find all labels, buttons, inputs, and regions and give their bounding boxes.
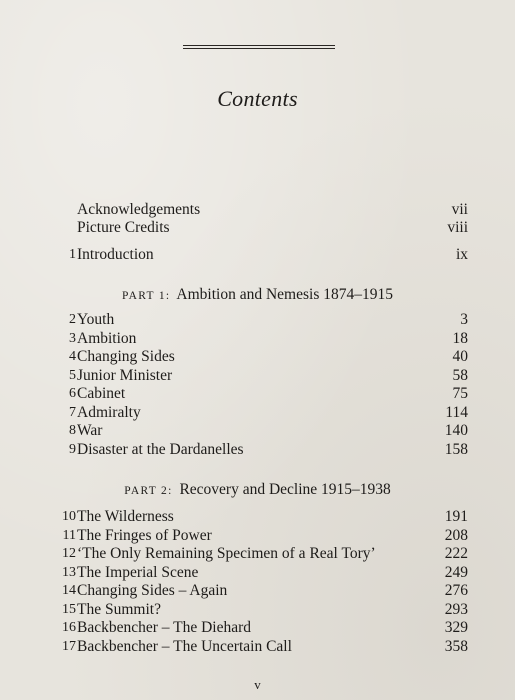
toc-entry-number: 8: [69, 423, 76, 438]
toc-entry-number: 10: [62, 509, 76, 524]
toc-entry-number: 12: [62, 546, 76, 561]
toc-entry[interactable]: [56, 422, 468, 440]
toc-entry-label: Admiralty: [77, 403, 141, 421]
toc-entry-label: Youth: [77, 311, 115, 328]
toc-entry-page: vii: [451, 201, 468, 218]
toc-entry[interactable]: [56, 582, 468, 600]
toc-entry-label: Cabinet: [77, 385, 126, 402]
toc-entry-number: 11: [62, 527, 76, 543]
toc-entry-number: 15: [62, 601, 76, 617]
part-heading-1: [0, 286, 515, 304]
toc-entry[interactable]: [56, 348, 468, 366]
toc-entry[interactable]: [56, 404, 468, 422]
toc-entry-introduction[interactable]: [56, 246, 468, 264]
toc-entry-number: 2: [69, 312, 76, 327]
toc-entry-page: viii: [447, 219, 468, 236]
toc-entry-number: 16: [62, 620, 76, 635]
toc-entry[interactable]: [56, 385, 468, 403]
page-folio: v: [254, 677, 261, 692]
toc-entry-page: 293: [444, 600, 468, 618]
toc-entry-number: 17: [62, 638, 76, 654]
decorative-rule: [183, 45, 335, 49]
toc-entry-number: 13: [62, 564, 76, 580]
toc-entry-page: 3: [460, 311, 468, 328]
toc-entry-page: 75: [452, 385, 468, 402]
toc-entry-picture-credits[interactable]: [56, 219, 468, 237]
toc-entry-label: Picture Credits: [77, 219, 170, 236]
toc-entry[interactable]: [56, 545, 468, 563]
toc-entry-label: Changing Sides: [77, 348, 175, 365]
part-title: Recovery and Decline 1915–1938: [179, 481, 391, 498]
toc-entry-label: Ambition: [77, 329, 137, 347]
toc-entry-page: 249: [444, 563, 468, 581]
toc-entry[interactable]: [56, 638, 468, 656]
toc-entry-page: 329: [444, 619, 468, 636]
toc-entry-label: Backbencher – The Diehard: [77, 619, 252, 636]
toc-entry-label: Acknowledgements: [77, 201, 201, 218]
toc-entry[interactable]: [56, 601, 468, 619]
part-number: PART 1:: [122, 290, 171, 302]
toc-entry-label: Backbencher – The Uncertain Call: [77, 637, 292, 655]
toc-entry[interactable]: [56, 311, 468, 329]
toc-entry-page: 114: [445, 403, 468, 421]
toc-entry[interactable]: [56, 367, 468, 385]
toc-entry-page: 140: [444, 422, 468, 439]
toc-entry-label: ‘The Only Remaining Specimen of a Real Tory’: [77, 545, 376, 562]
part-number: PART 2:: [124, 485, 173, 497]
toc-entry-page: 208: [444, 526, 468, 544]
toc-entry-page: 276: [444, 582, 468, 599]
part-heading-2: [0, 481, 515, 499]
toc-entry-label: The Wilderness: [77, 508, 174, 525]
part-title: Ambition and Nemesis 1874–1915: [176, 286, 393, 303]
toc-entry-page: 222: [444, 545, 468, 562]
toc-entry-page: 191: [444, 508, 468, 525]
toc-entry-number: 6: [69, 386, 76, 401]
toc-entry-page: ix: [455, 246, 468, 263]
toc-entry-number: 5: [69, 367, 76, 383]
toc-entry-number: 3: [69, 330, 76, 346]
toc-entry-number: 14: [62, 583, 76, 598]
toc-entry[interactable]: [56, 527, 468, 545]
toc-entry-page: 158: [444, 440, 468, 458]
toc-entry-number: 1: [69, 247, 76, 262]
toc-entry-number: 9: [69, 441, 76, 457]
toc-entry-label: The Imperial Scene: [77, 563, 199, 581]
toc-entry-number: 4: [69, 349, 76, 364]
toc-entry-label: Disaster at the Dardanelles: [77, 440, 244, 458]
toc-entry-number: 7: [69, 404, 76, 420]
toc-entry-label: War: [77, 422, 103, 439]
toc-entry-label: The Fringes of Power: [77, 526, 212, 544]
page-title: Contents: [217, 86, 298, 111]
toc-entry[interactable]: [56, 619, 468, 637]
toc-entry[interactable]: [56, 564, 468, 582]
toc-entry-page: 358: [444, 637, 468, 655]
toc-entry-page: 58: [452, 366, 468, 384]
toc-entry-label: Changing Sides – Again: [77, 582, 228, 599]
toc-entry-label: Junior Minister: [77, 366, 173, 384]
toc-entry-label: Introduction: [77, 246, 154, 263]
toc-entry-acknowledgements[interactable]: [56, 201, 468, 219]
toc-entry-label: The Summit?: [77, 600, 161, 618]
toc-entry[interactable]: [56, 441, 468, 459]
toc-entry-page: 40: [452, 348, 468, 365]
toc-entry[interactable]: [56, 508, 468, 526]
toc-entry-page: 18: [452, 329, 468, 347]
toc-entry[interactable]: [56, 330, 468, 348]
